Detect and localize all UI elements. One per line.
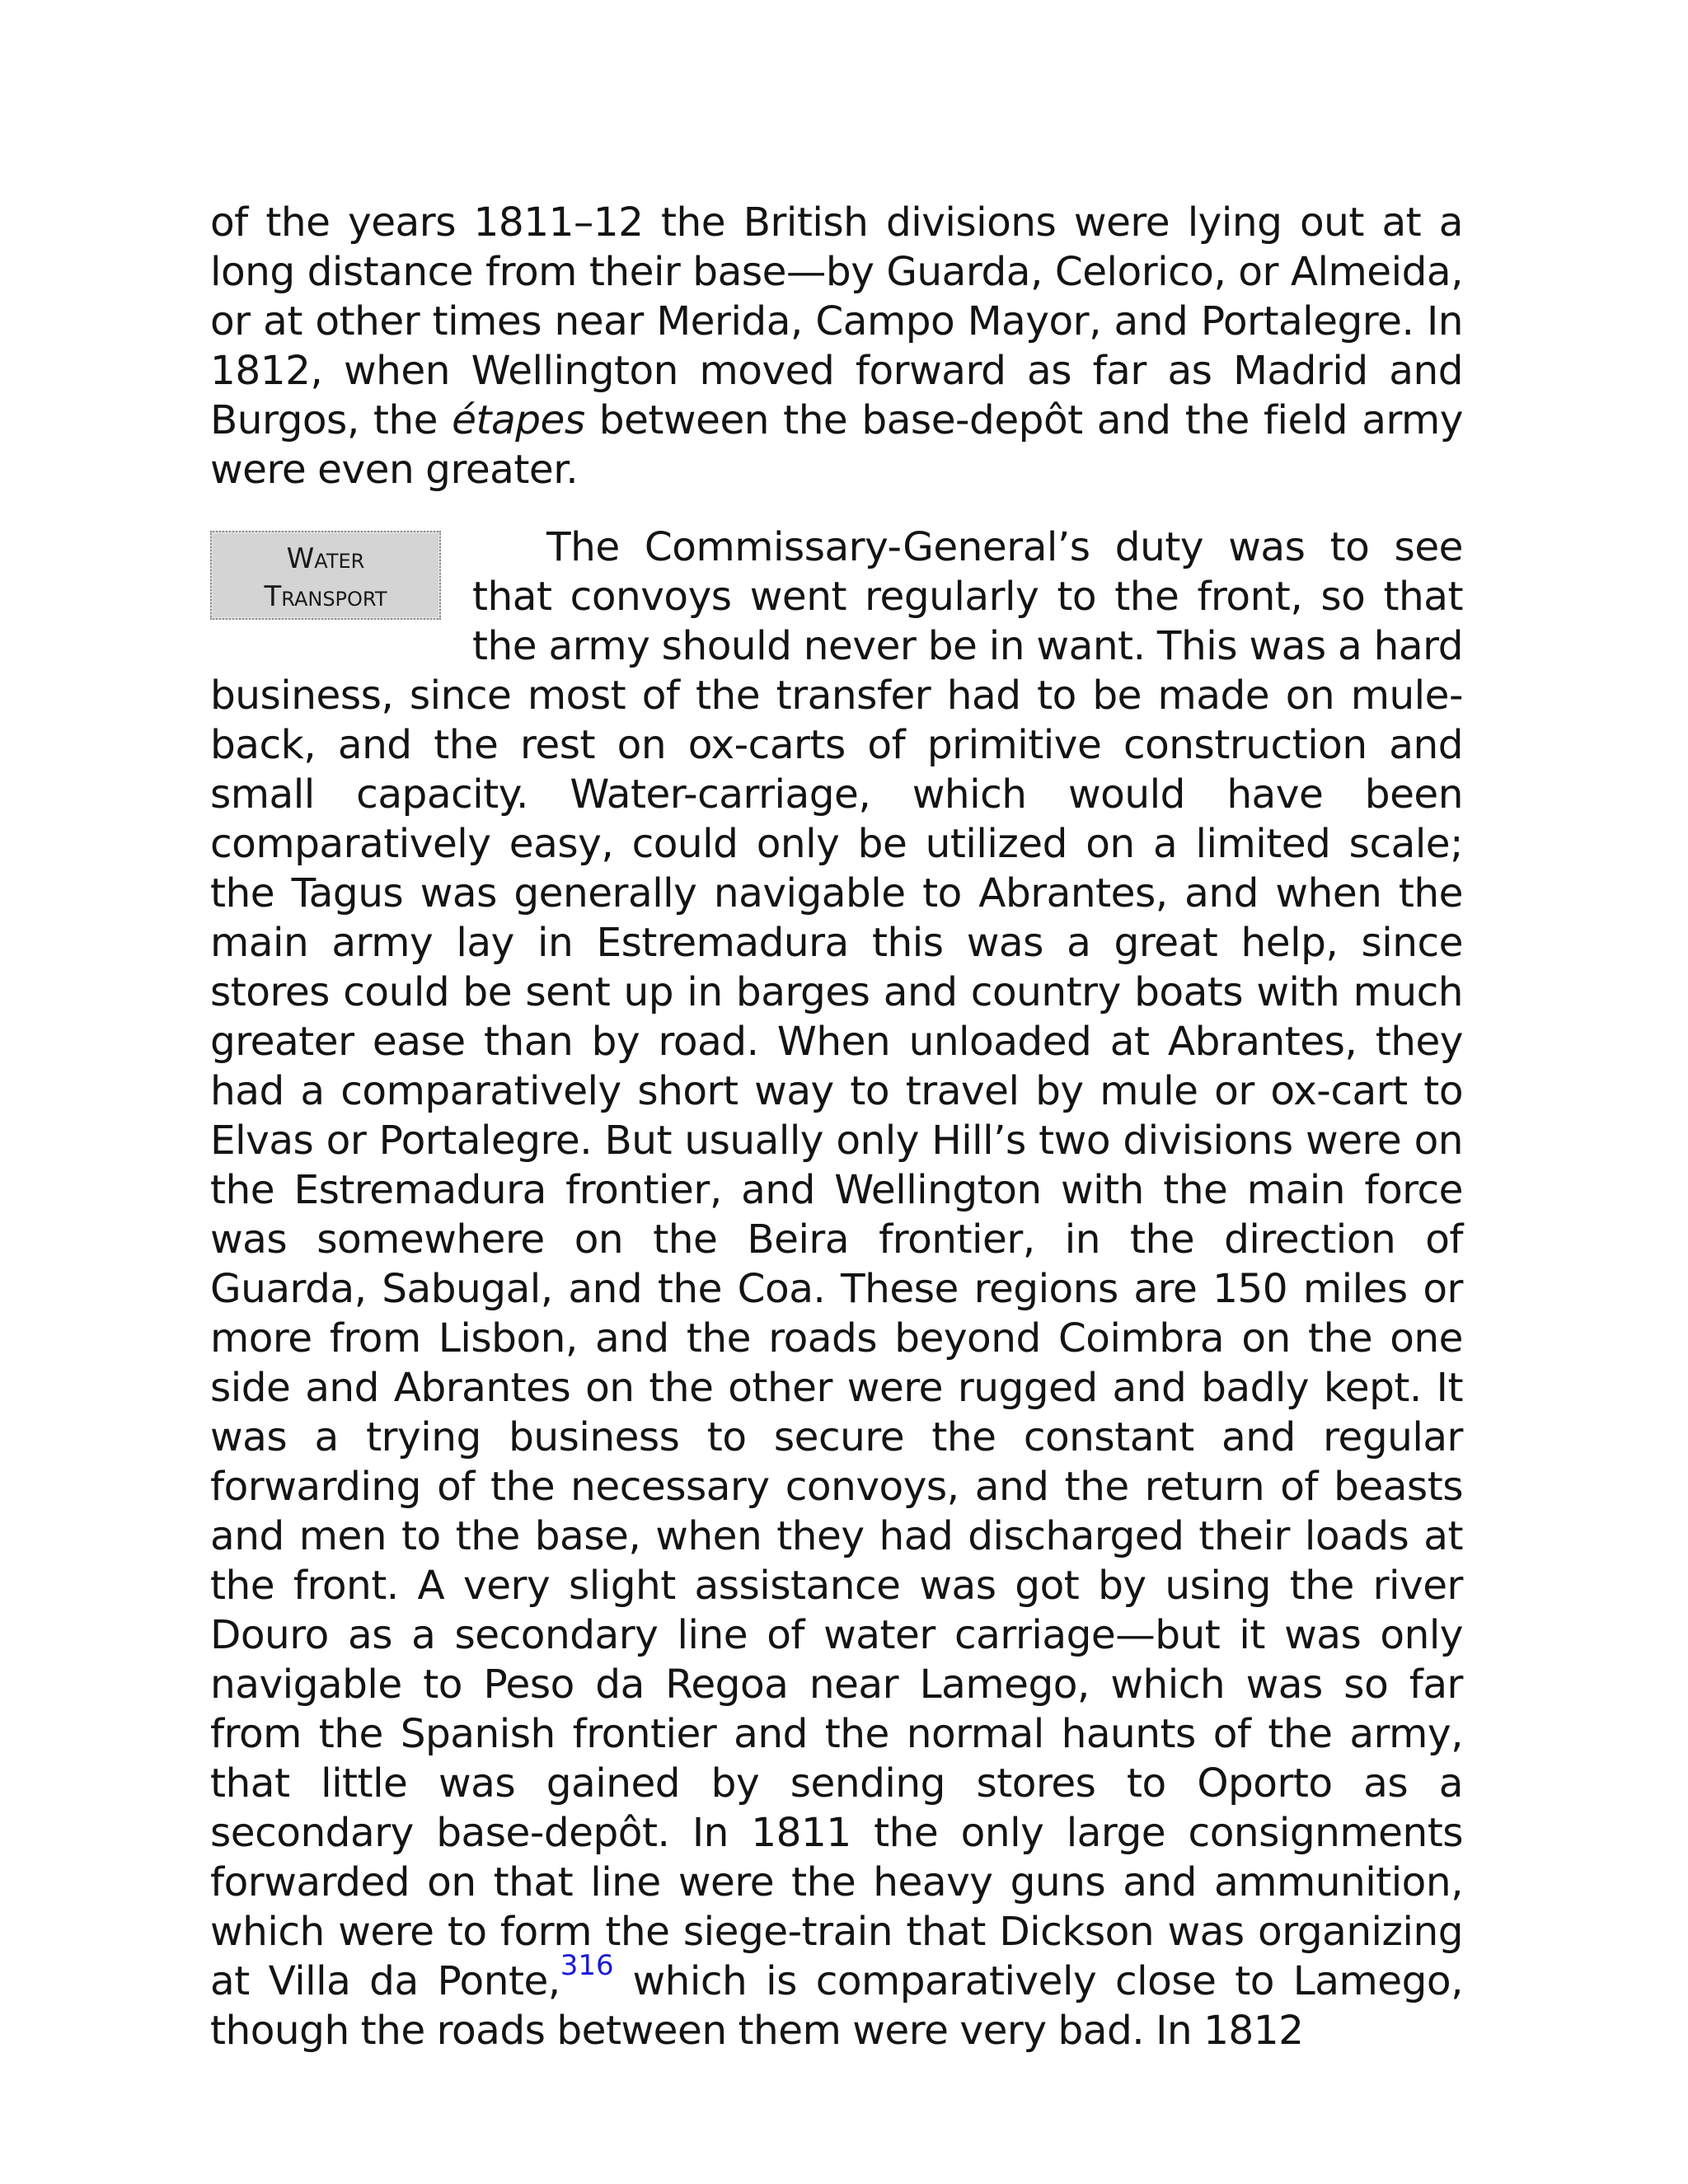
paragraph-1-lead: of the years 1811–12 the British divisions were lying out at a long distance from their base—by Guarda, Celorico, or Almeida, or at other times near Merida, Campo Mayor, and Portalegre. In 1812, when Wellington moved forward as far as Madrid and Burgos, the <box>210 199 1463 443</box>
sidenote-line-2 <box>212 579 439 616</box>
page-body <box>210 198 1463 2055</box>
sidenote-line-1 <box>212 541 439 579</box>
paragraph-2 <box>210 523 1463 2055</box>
sidenote-line-2-text: Transport <box>264 580 387 613</box>
footnote-reference-link[interactable]: 316 <box>560 1949 614 1982</box>
paragraph-2-text-after-note: which is comparatively close to Lamego, though the roads between them were very bad. In 1812 <box>210 1958 1463 2054</box>
sidenote-box <box>210 531 441 620</box>
paragraph-1 <box>210 198 1463 494</box>
paragraph-2-text-before-note: The Commissary-General’s duty was to see that convoys went regularly to the front, so that the army should never be in want. This was a hard business, since most of the transfer had to be made on mule-back, and the rest on ox-carts of primitive construction and small capacity. Water-carriage, which would have been comparatively easy, could only be utilized on a limited scale; the Tagus was generally navigable to Abrantes, and when the main army lay in Estremadura this was a great help, since stores could be sent up in barges and country boats with much greater ease than by road. When unloaded at Abrantes, they had a comparatively short way to travel by mule or ox-cart to Elvas or Portalegre. But usually only Hill’s two divisions were on the Estremadura frontier, and Wellington with the main force was somewhere on the Beira frontier, in the direction of Guarda, Sabugal, and the Coa. These regions are 150 miles or more from Lisbon, and the roads beyond Coimbra on the one side and Abrantes on the other were rugged and badly kept. It was a trying business to secure the constant and regular forwarding of the necessary convoys, and the return of beasts and men to the base, when they had discharged their loads at the front. A very slight assistance was got by using the river Douro as a secondary line of water carriage—but it was only navigable to Peso da Regoa near Lamego, which was so far from the Spanish frontier and the normal haunts of the army, that little was gained by sending stores to Oporto as a secondary base-depôt. In 1811 the only large consignments forwarded on that line were the heavy guns and ammunition, which were to form the siege-train that Dickson was organizing at Villa da Ponte, <box>210 524 1463 2004</box>
paragraph-1-emphasis: étapes <box>452 397 585 443</box>
paragraph-1-tail: between the base-depôt and the field army were even greater. <box>210 397 1463 493</box>
sidenote-line-1-text: Water <box>286 542 365 575</box>
